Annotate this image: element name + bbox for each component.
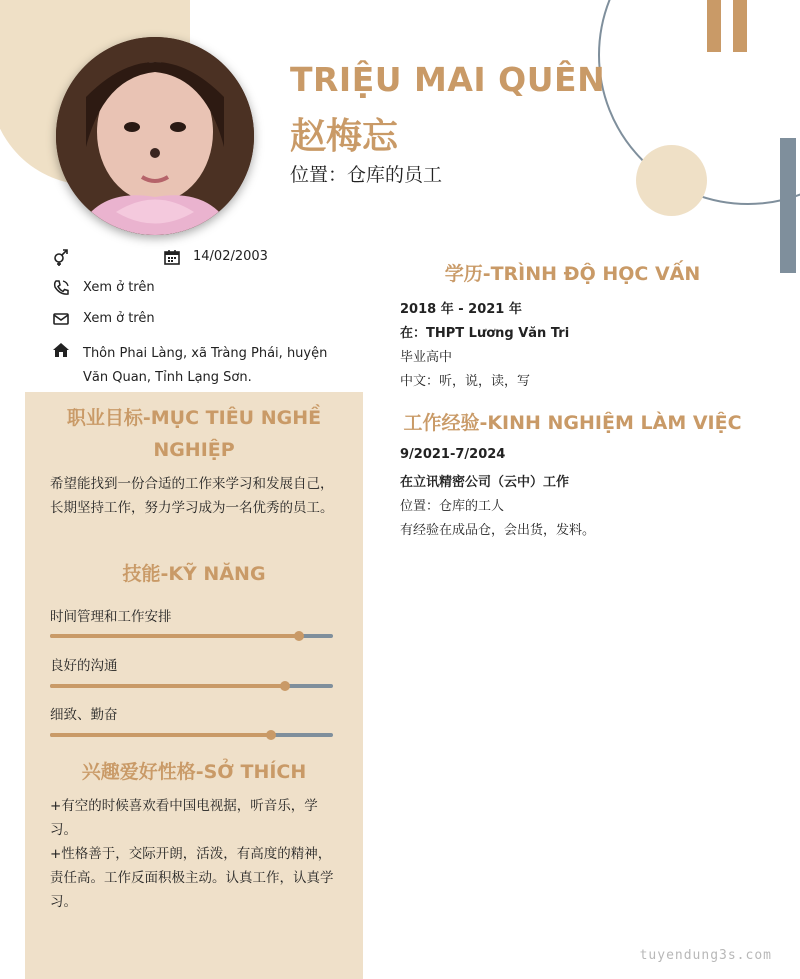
experience-title: 工作经验-KINH NGHIỆM LÀM VIỆC [403, 412, 742, 434]
education-title: 学历-TRÌNH ĐỘ HỌC VẤN [444, 263, 701, 285]
skill-bar [50, 684, 333, 688]
skill-bar-fill [50, 733, 271, 737]
left-panel [25, 392, 363, 979]
decorative-side-bar [780, 138, 796, 273]
gender-icon [52, 248, 70, 266]
avatar [56, 37, 254, 235]
objective-title: 职业目标-MỤC TIÊU NGHỀ NGHIỆP [66, 407, 322, 461]
address-text: Thôn Phai Làng, xã Tràng Phái, huyện Văn Quan, Tỉnh Lạng Sơn. [83, 346, 328, 385]
decorative-bar [733, 0, 747, 52]
hobbies-text: +有空的时候喜欢看中国电视据，听音乐，学习。 [50, 798, 318, 838]
birthday-text: 14/02/2003 [193, 249, 268, 264]
skill-bar [50, 733, 333, 737]
objective-text: 希望能找到一份合适的工作来学习和发展自己，长期坚持工作，努力学习成为一名优秀的员工。 [50, 476, 334, 516]
skill-bar-knob [294, 631, 304, 641]
education-period: 2018 年 - 2021 年 [400, 302, 522, 317]
calendar-icon [163, 248, 181, 266]
decorative-bar [707, 0, 721, 52]
education-detail: 中文：听，说，读，写 [400, 374, 531, 389]
phone-icon [52, 279, 70, 297]
skills-title: 技能-KỸ NĂNG [122, 563, 266, 585]
skill-label: 细致、勤奋 [50, 707, 118, 723]
phone-text: Xem ở trên [83, 280, 155, 295]
skill-bar-knob [266, 730, 276, 740]
hobbies-title: 兴趣爱好性格-SỞ THÍCH [81, 761, 307, 783]
experience-detail: 位置：仓库的工人 [400, 499, 505, 514]
name-vietnamese: TRIỆU MAI QUÊN [290, 60, 606, 99]
education-school: 在：THPT Lương Văn Tri [400, 326, 570, 341]
experience-period: 9/2021-7/2024 [400, 447, 506, 462]
email-icon [52, 310, 70, 328]
email-text: Xem ở trên [83, 311, 155, 326]
skill-bar-knob [280, 681, 290, 691]
hobbies-text: +性格善于，交际开朗，活泼，有高度的精神，责任高。工作反面积极主动。认真工作，认真学习。 [50, 846, 334, 910]
skill-label: 时间管理和工作安排 [50, 609, 172, 625]
skill-bar [50, 634, 333, 638]
skill-bar-fill [50, 684, 285, 688]
experience-detail: 有经验在成品仓，会出货，发料。 [400, 523, 596, 538]
job-position: 位置：仓库的员工 [290, 164, 443, 186]
education-detail: 毕业高中 [400, 350, 453, 365]
decorative-dot [636, 145, 707, 216]
watermark: tuyendung3s.com [639, 948, 772, 963]
experience-company: 在立讯精密公司（云中）工作 [400, 475, 570, 490]
name-chinese: 赵梅忘 [290, 116, 399, 157]
skill-label: 良好的沟通 [50, 658, 118, 674]
home-icon [52, 341, 70, 359]
skill-bar-fill [50, 634, 299, 638]
